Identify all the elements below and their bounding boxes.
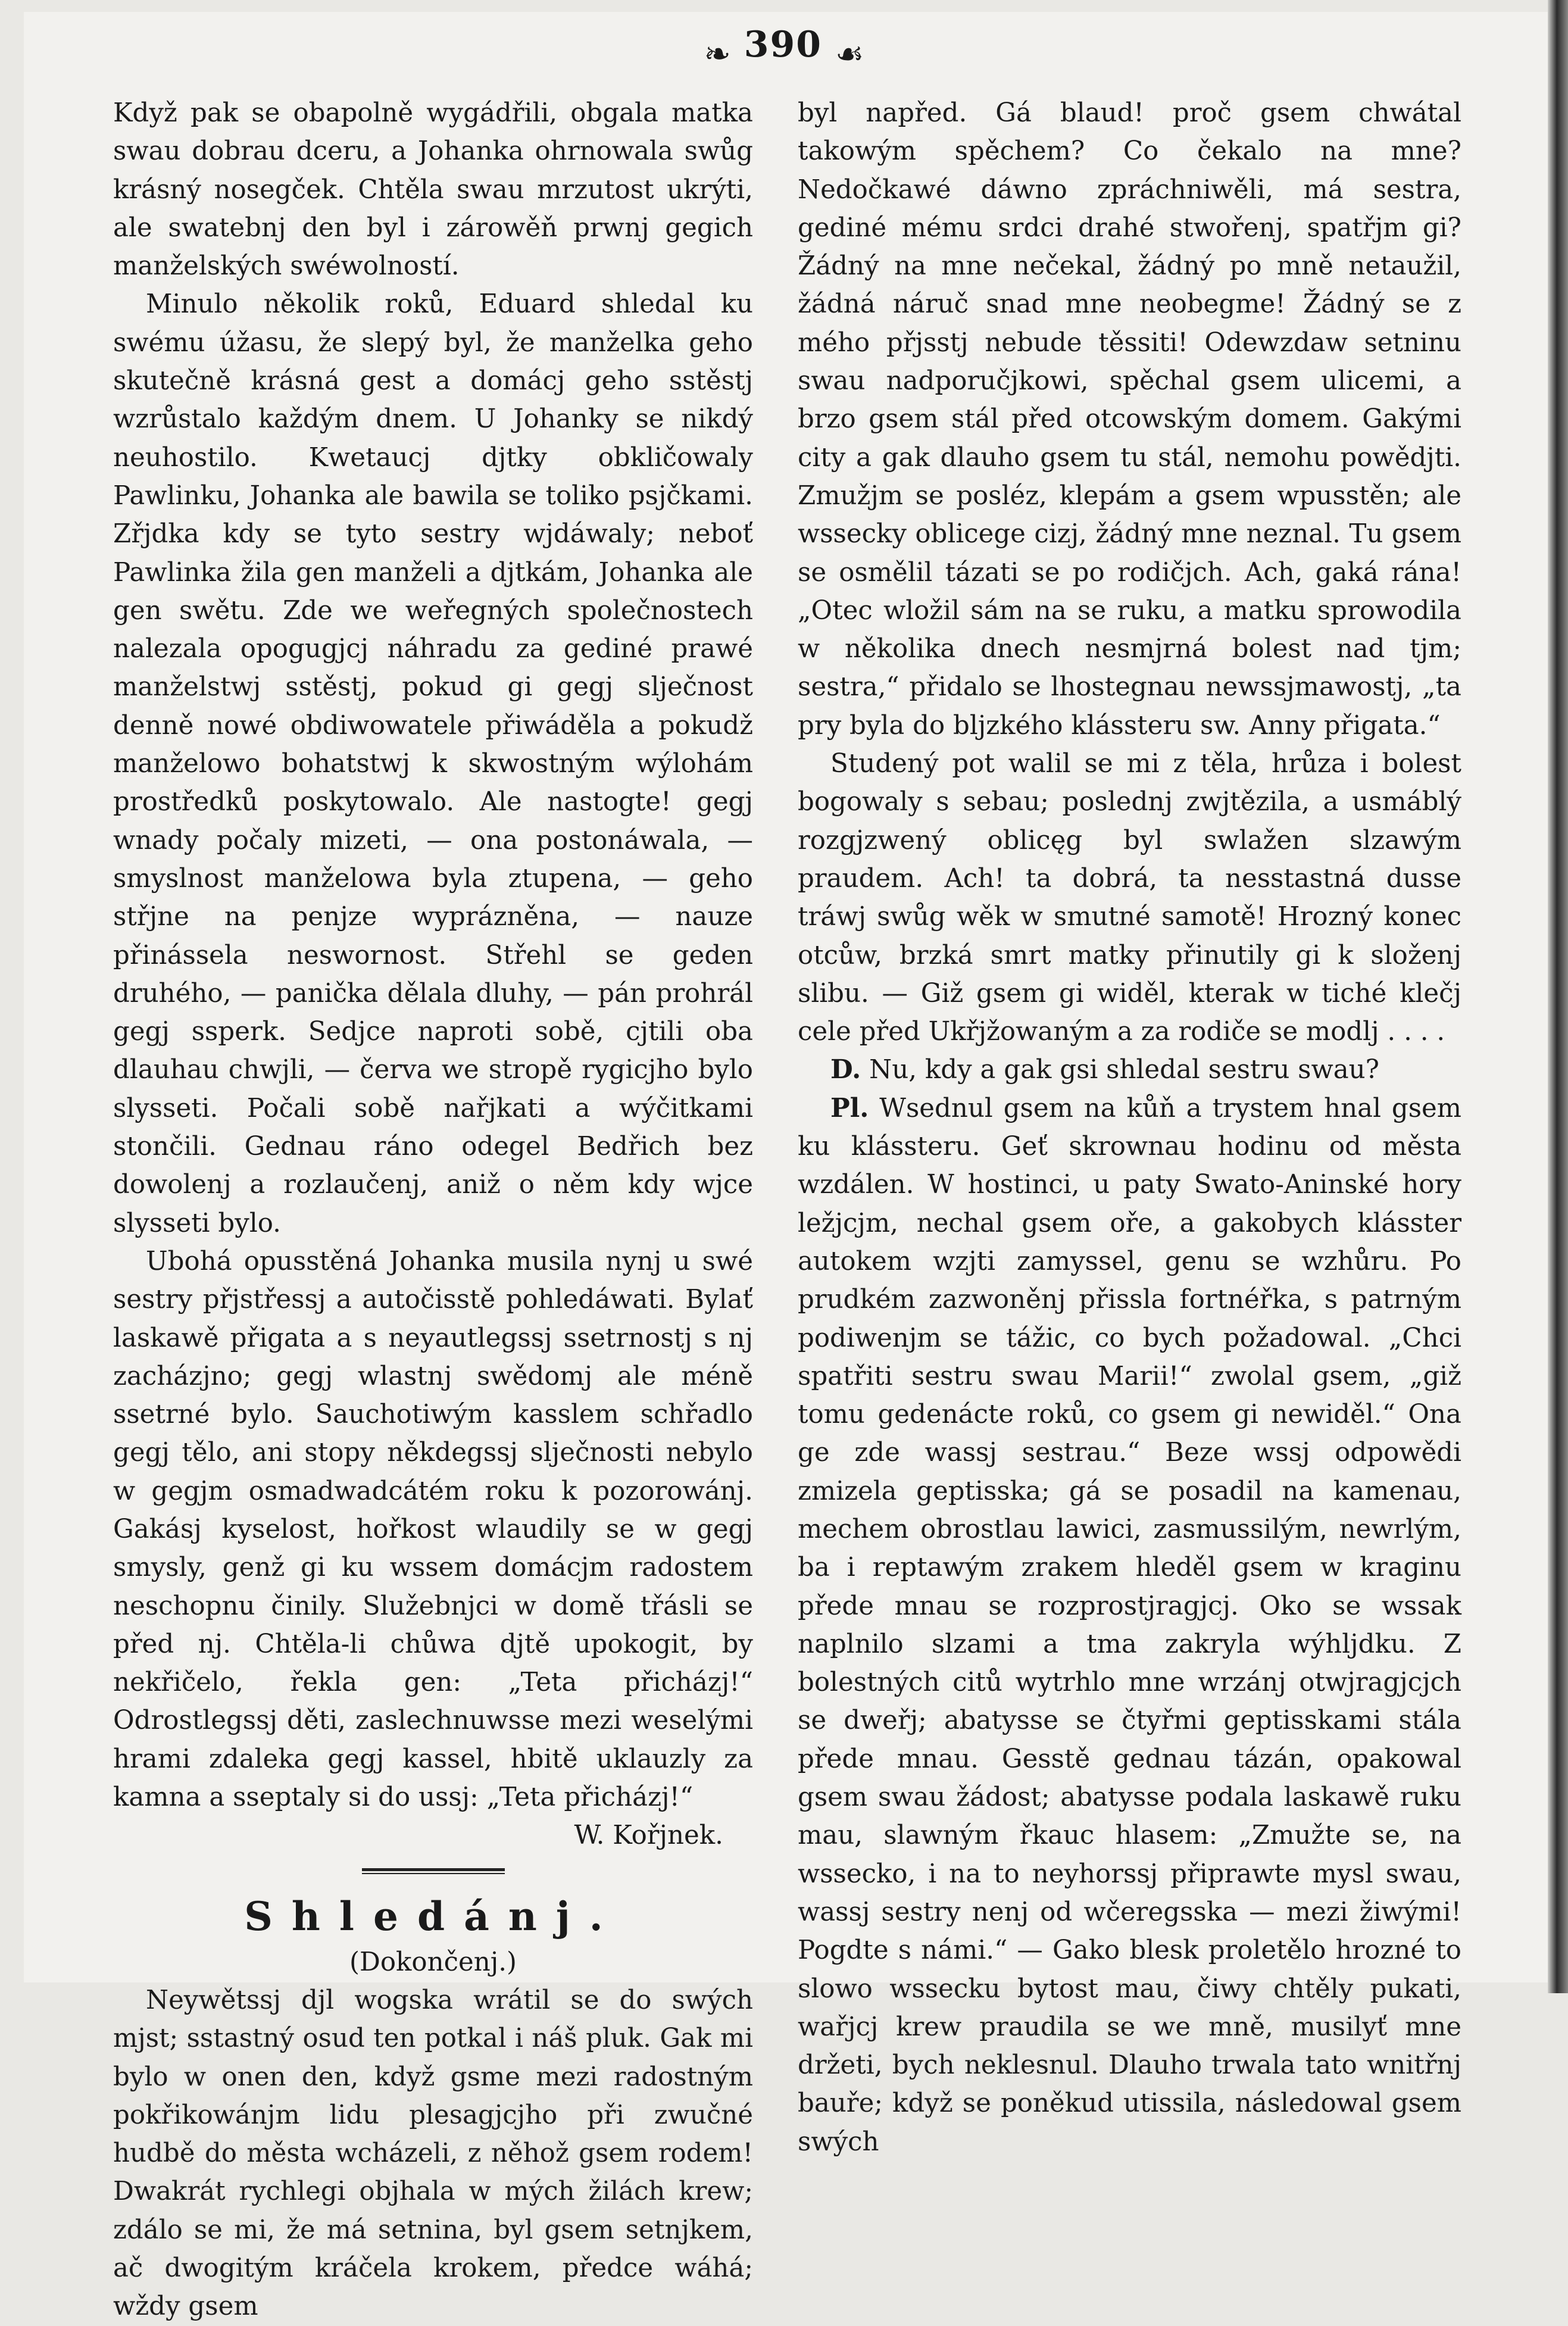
page-number: 390 — [744, 24, 823, 65]
article-title: Shledánj. — [244, 1893, 622, 1940]
paragraph: byl napřed. Gá blaud! proč gsem chwátal takowým spěchem? Co čekalo na mne? Nedočkawé dáwno zpráchniwěli, má sestra, gediné mému srdci drahé stwořenj, spatřjm gi? Žádný na mne nečekal, žádný po mně netaužil, žádná náruč snad mne neobegme! Žádný se z mého přjsstj nebude těssiti! Odewzdaw setninu swau nadporučjkowi, spěchal gsem ulicemi, a brzo gsem stál před otcowským domem. Gakými city a gak dlauho gsem tu stál, nemohu powědjti. Zmužjm se posléz, klepám a gsem wpusstěn; ale wssecky oblicege cizj, žádný mne neznal. Tu gsem se osmělil tázati se po rodičjch. Ach, gaká rána! „Otec wložil sám na se ruku, a matku sprowodila w několika dnech nesmjrná bolest nad tjm; sestra,“ přidalo se lhostegnau newssjmawostj, „ta pry byla do bljzkého klássteru sw. Anny přigata.“ — [798, 98, 1461, 741]
dialogue-text: Nu, kdy a gak gsi shledal sestru swau? — [869, 1055, 1379, 1085]
dialogue-question — [798, 1051, 1461, 1089]
paragraph: Studený pot walil se mi z těla, hrůza i bolest bogowaly s sebau; poslednj zwjtězila, a usmáblý rozgjzwený oblicęg byl swlažen slzawým praudem. Ach! ta dobrá, ta nesstastná dusse tráwj swůg wěk w smutné samotě! Hrozný konec otcůw, brzká smrt matky přinutily gi k složenj slibu. — Giž gsem gi widěl, kterak w tiché klečj cele před Ukřjžowaným a za rodiče se modlj . . . . — [798, 749, 1461, 1047]
speaker-label: D. — [830, 1054, 861, 1085]
left-column — [113, 94, 753, 2326]
paragraph: Když pak se obapolně wygádřili, obgala matka swau dobrau dceru, a Johanka ohrnowala swůg krásný nosegček. Chtěla swau mrzutost ukrýti, ale swatebnj den byl i zárowěň prwnj gegich manželských swéwolností. — [113, 98, 753, 282]
page-header — [0, 24, 1568, 73]
ornament-right-icon: ☙ — [835, 35, 864, 73]
author-signature: W. Kořjnek. — [574, 1821, 723, 1851]
dialogue-answer — [798, 1089, 1461, 2161]
ornament-left-icon: ❧ — [704, 35, 731, 73]
speaker-label: Pl. — [830, 1092, 869, 1123]
right-column — [798, 94, 1461, 2161]
dialogue-text: Wsednul gsem na kůň a trystem hnal gsem ku klássteru. Geť skrownau hodinu od města wzdálen. W hostinci, u paty Swato-Aninské hory ležjcjm, nechal gsem oře, a gakobych klásster autokem wzjti zamyssel, genu se wzhůru. Po prudkém zazwoněnj přissla fortnéřka, s patrným podiwenjm se tážic, co bych požadowal. „Chci spatřiti sestru swau Marii!“ zwolal gsem, „giž tomu gedenácte roků, co gsem gi newiděl.“ Ona ge zde wassj sestrau.“ Beze wssj odpowědi zmizela geptisska; gá se posadil na kamenau, mechem obrostlau lawici, zasmussilým, newrlým, ba i reptawým zrakem hleděl gsem w kraginu přede mnau se rozprostjragjcj. Oko se wssak naplnilo slzami a tma zakryla wýhljdku. Z bolestných citů wytrhlo mne wrzánj otwjragjcjch se dweřj; abatysse se čtyřmi geptisskami stála přede mnau. Gesstě gednau tázán, opakowal gsem swau žádost; abatysse podala laskawě ruku mau, slawným řkauc hlasem: „Zmužte se, na wssecko, i na to neyhorssj připrawte mysl swau, wassj sestry nenj od wčeregsska — mezi žiwými! Pogdte s námi.“ — Gako blesk proletělo hrozné to slowo wssecku bytost mau, čiwy chtěly pukati, wařjcj krew praudila se we mně, musilyť mne držeti, bych neklesnul. Dlauho trwala tato wnitřnj bauře; když se poněkud utissila, následowal gsem swých — [798, 1093, 1462, 2157]
page-edge-shadow — [1548, 0, 1568, 1993]
paragraph: Ubohá opusstěná Johanka musila nynj u swé sestry přjstřessj a autočisstě pohledáwati. Bylať laskawě přigata a s neyautlegssj ssetrnostj s nj zacházjno; gegj wlastnj swědomj ale méně ssetrné bylo. Sauchotiwým kasslem schřadlo gegj tělo, ani stopy někdegssj slječnosti nebylo w gegjm osmadwadcátém roku k pozorowánj. Gakásj kyselost, hořkost wlaudily se w gegj smysly, genž gi ku wssem domácjm radostem neschopnu činily. Služebnjci w domě třásli se před nj. Chtěla-li chůwa djtě upokogit, by nekřičelo, řekla gen: „Teta přicházj!“ Odrostlegssj děti, zaslechnuwsse mezi weselými hrami zdaleka gegj kassel, hbitě uklauzly za kamna a sseptaly si do ussj: „Teta přicházj!“ — [113, 1246, 753, 1813]
paragraph: Minulo několik roků, Eduard shledal ku swému úžasu, že slepý byl, že manželka geho skutečně krásná gest a domácj geho sstěstj wzrůstalo každým dnem. U Johanky se nikdý neuhostilo. Kwetaucj djtky obkličowaly Pawlinku, Johanka ale bawila se toliko psjčkami. Zřjdka kdy se tyto sestry wjdáwaly; neboť Pawlinka žila gen manželi a djtkám, Johanka ale gen swětu. Zde we weřegných společnostech nalezala opogugjcj náhradu za gediné prawé manželstwj sstěstj, pokud gi gegj slječnost denně nowé obdiwowatele přiwáděla a pokudž manželowo bohatstwj k skwostným wýlohám prostředků poskytowalo. Ale nastogte! gegj wnady počaly mizeti, — ona postonáwala, — smyslnost manželowa byla ztupena, — geho střjne na penjze wyprázněna, — nauze přinássela neswornost. Střehl se geden druhého, — panička dělala dluhy, — pán prohrál gegj ssperk. Sedjce naproti sobě, cjtili oba dlauhau chwjli, — červa we stropě rygicjho bylo slysseti. Počali sobě nařjkati a wýčitkami stončili. Gednau ráno odegel Bedřich bez dowolenj a rozlaučenj, aniž o něm kdy wjce slysseti bylo. — [113, 289, 753, 1238]
section-divider — [362, 1868, 505, 1874]
paragraph: Neywětssj djl wogska wrátil se do swých mjst; sstastný osud ten potkal i náš pluk. Gak mi bylo w onen den, když gsme mezi radostným pokřikowánjm lidu plesagjcjho při zwučné hudbě do města wcházeli, z něhož gsem rodem! Dwakrát rychlegi objhala w mých žilách krew; zdálo se mi, že má setnina, byl gsem setnjkem, ač dwogitým kráčela krokem, předce wáhá; wždy gsem — [113, 1985, 753, 2322]
article-subtitle: (Dokončenj.) — [349, 1947, 517, 1977]
